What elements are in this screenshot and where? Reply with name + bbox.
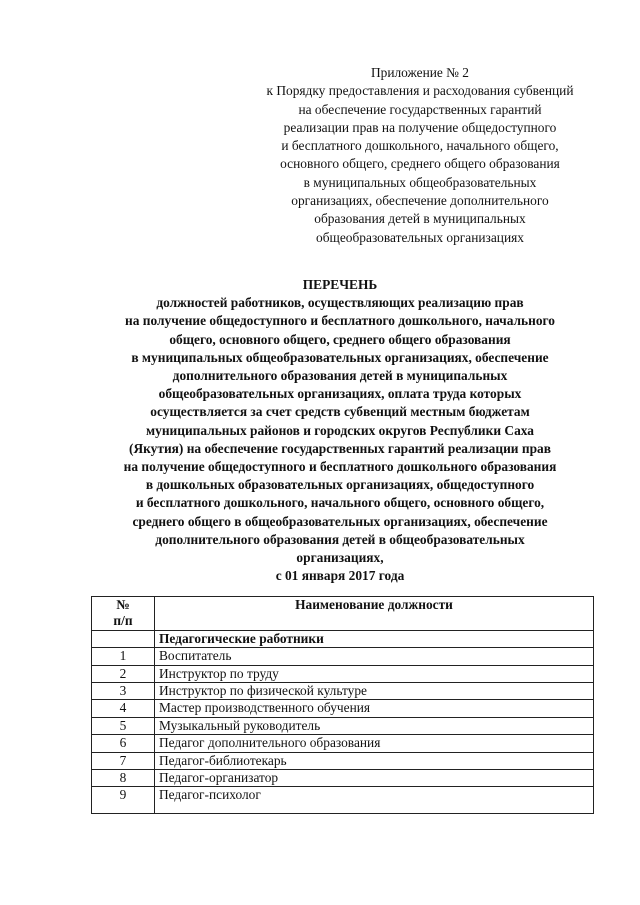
- row-position-name: Музыкальный руководитель: [155, 717, 594, 734]
- heading-line: в муниципальных общеобразовательных организациях, обеспечение: [131, 349, 549, 365]
- appendix-line: основного общего, среднего общего образования: [280, 156, 560, 172]
- row-number: 5: [92, 717, 155, 734]
- appendix-block: [230, 64, 610, 247]
- row-position-name: Инструктор по труду: [155, 665, 594, 682]
- table-row: [92, 700, 594, 717]
- heading-line: муниципальных районов и городских округов Республики Саха: [146, 422, 534, 438]
- row-position-name: Мастер производственного обучения: [155, 700, 594, 717]
- row-position-name: Инструктор по физической культуре: [155, 683, 594, 700]
- row-number: 3: [92, 683, 155, 700]
- positions-table: [91, 596, 594, 814]
- appendix-line: к Порядку предоставления и расходования субвенций: [266, 83, 574, 99]
- column-header-position: Наименование должности: [155, 597, 594, 631]
- appendix-line: Приложение № 2: [370, 65, 470, 80]
- row-number: 4: [92, 700, 155, 717]
- heading-line: на получение общедоступного и бесплатного дошкольного, начального: [125, 313, 555, 329]
- appendix-line: и бесплатного дошкольного, начального общего,: [281, 138, 559, 154]
- column-header-number: [92, 597, 155, 631]
- table-header-row: [92, 597, 594, 631]
- row-position-name: Воспитатель: [155, 648, 594, 665]
- table-row: [92, 665, 594, 682]
- heading-line: дополнительного образования детей в общеобразовательных: [155, 531, 525, 547]
- heading-line: общеобразовательных организациях, оплата труда которых: [158, 386, 522, 402]
- appendix-line: реализации прав на получение общедоступного: [283, 119, 557, 135]
- row-number: 2: [92, 665, 155, 682]
- column-header-number-line2: п/п: [113, 613, 133, 629]
- row-number: 1: [92, 648, 155, 665]
- row-number: 8: [92, 770, 155, 787]
- table-row: [92, 770, 594, 787]
- row-position-name: Педагог-библиотекарь: [155, 752, 594, 769]
- row-position-name: Педагог дополнительного образования: [155, 735, 594, 752]
- heading-line: общего, основного общего, среднего общего образования: [169, 331, 511, 347]
- heading-line: на получение общедоступного и бесплатного дошкольного образования: [123, 459, 557, 475]
- section-number-cell: [92, 630, 155, 647]
- document-heading: [70, 276, 610, 585]
- heading-line: осуществляется за счет средств субвенций местным бюджетам: [150, 404, 530, 420]
- appendix-line: общеобразовательных организациях: [316, 229, 524, 245]
- table-row: [92, 648, 594, 665]
- appendix-line: организациях, обеспечение дополнительного: [291, 193, 549, 209]
- row-number: 6: [92, 735, 155, 752]
- heading-line: организациях,: [296, 550, 384, 566]
- appendix-line: образования детей в муниципальных: [314, 211, 526, 227]
- section-title: Педагогические работники: [155, 630, 594, 647]
- heading-line: должностей работников, осуществляющих реализацию прав: [156, 295, 524, 311]
- row-number: 7: [92, 752, 155, 769]
- document-title: ПЕРЕЧЕНЬ: [302, 277, 378, 292]
- heading-line: дополнительного образования детей в муниципальных: [172, 368, 508, 384]
- heading-line: и бесплатного дошкольного, начального общего, основного общего,: [135, 495, 545, 511]
- table-row: [92, 752, 594, 769]
- row-number: 9: [92, 787, 155, 814]
- table-row: [92, 683, 594, 700]
- heading-line: среднего общего в общеобразовательных организациях, обеспечение: [132, 513, 548, 529]
- appendix-line: на обеспечение государственных гарантий: [298, 101, 542, 117]
- table-row: [92, 717, 594, 734]
- table-row: [92, 787, 594, 814]
- heading-line: в дошкольных образовательных организациях, общедоступного: [145, 477, 535, 493]
- table-row: [92, 735, 594, 752]
- row-position-name: Педагог-психолог: [155, 787, 594, 814]
- heading-line: (Якутия) на обеспечение государственных гарантий реализации прав: [129, 440, 551, 456]
- row-position-name: Педагог-организатор: [155, 770, 594, 787]
- section-row: [92, 630, 594, 647]
- column-header-number-line1: №: [116, 597, 130, 612]
- heading-date: с 01 января 2017 года: [275, 568, 405, 584]
- appendix-line: в муниципальных общеобразовательных: [303, 174, 537, 190]
